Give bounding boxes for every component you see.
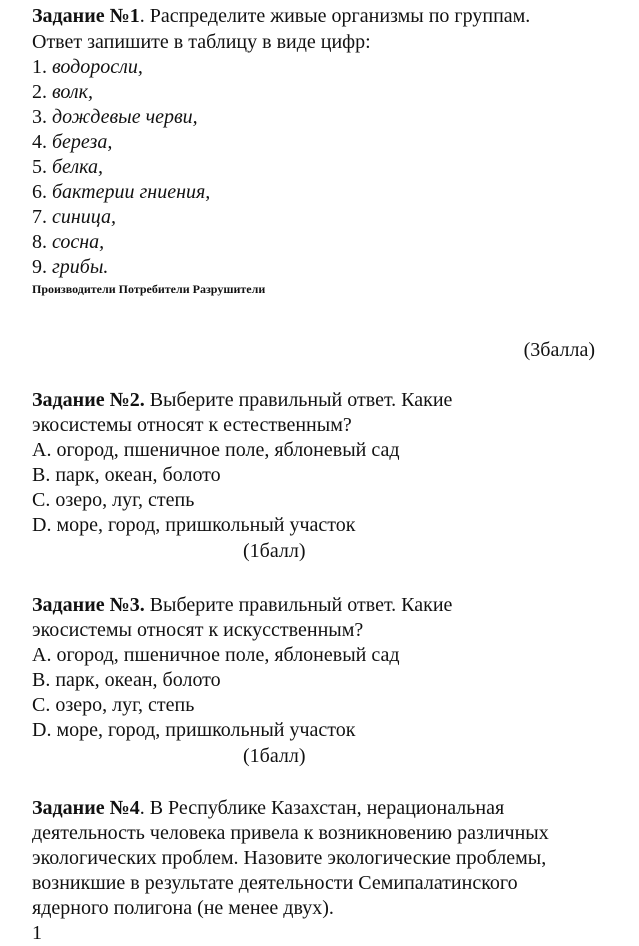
task1-item-text: береза, bbox=[47, 131, 113, 153]
task3-text-line2: экосистемы относят к искусственным? bbox=[32, 619, 364, 641]
task1-item-text: синица, bbox=[47, 206, 117, 228]
task1-item-text: бактерии гниения, bbox=[47, 181, 211, 203]
task4-text-line1: . В Республике Казахстан, нерациональная bbox=[139, 797, 505, 819]
task3-option: C. озеро, луг, степь bbox=[32, 694, 195, 716]
task1-item bbox=[32, 180, 210, 205]
task4-text-line2: деятельность человека привела к возникновению различных bbox=[32, 822, 549, 844]
task1-item-number: 4. bbox=[32, 131, 47, 153]
task4-text-line4: возникшие в результате деятельности Семипалатинского bbox=[32, 872, 518, 894]
task1-score: (3балла) bbox=[523, 339, 595, 361]
task3-option: B. парк, океан, болото bbox=[32, 669, 221, 691]
task2-text-line1: Выберите правильный ответ. Какие bbox=[144, 389, 453, 411]
task1-item-text: дождевые черви, bbox=[47, 106, 198, 128]
task2-score: (1балл) bbox=[243, 540, 306, 562]
task1-item-number: 3. bbox=[32, 106, 47, 128]
task1-item-text: сосна, bbox=[47, 231, 105, 253]
task1-item-number: 9. bbox=[32, 256, 47, 278]
task4-answer-start: 1 bbox=[32, 922, 42, 944]
task1-item-text: грибы. bbox=[47, 256, 109, 278]
task1-item bbox=[32, 55, 143, 80]
task1-item-number: 2. bbox=[32, 81, 47, 103]
task1-item-number: 5. bbox=[32, 156, 47, 178]
task1-table-headers: Производители Потребители Разрушители bbox=[32, 282, 266, 296]
task1-item bbox=[32, 80, 93, 105]
task1-item-text: волк, bbox=[47, 81, 93, 103]
task2-title: Задание №2. bbox=[32, 389, 145, 411]
task1-item bbox=[32, 155, 103, 180]
task3-title: Задание №3. bbox=[32, 594, 145, 616]
task1-item bbox=[32, 205, 116, 230]
task3-option: D. море, город, пришкольный участок bbox=[32, 719, 356, 741]
task2-option: D. море, город, пришкольный участок bbox=[32, 514, 356, 536]
task1-item-text: белка, bbox=[47, 156, 104, 178]
task3-heading-line bbox=[32, 593, 452, 618]
task1-item bbox=[32, 105, 198, 130]
task4-heading-line bbox=[32, 796, 504, 821]
task2-text-line2: экосистемы относят к естественным? bbox=[32, 414, 352, 436]
task1-text-line2: Ответ запишите в таблицу в виде цифр: bbox=[32, 31, 371, 53]
task1-title: Задание №1 bbox=[32, 5, 140, 27]
task1-item-number: 8. bbox=[32, 231, 47, 253]
task1-item bbox=[32, 130, 112, 155]
task4-title: Задание №4 bbox=[32, 797, 140, 819]
task3-score: (1балл) bbox=[243, 745, 306, 767]
task1-heading-line bbox=[32, 4, 530, 29]
task1-text-line1: . Распределите живые организмы по группам. bbox=[139, 5, 531, 27]
task4-text-line3: экологических проблем. Назовите экологические проблемы, bbox=[32, 847, 547, 869]
task2-heading-line bbox=[32, 388, 452, 413]
task3-option: A. огород, пшеничное поле, яблоневый сад bbox=[32, 644, 400, 666]
task3-text-line1: Выберите правильный ответ. Какие bbox=[144, 594, 453, 616]
task1-item-number: 6. bbox=[32, 181, 47, 203]
task1-item-number: 1. bbox=[32, 56, 47, 78]
task1-item-text: водоросли, bbox=[47, 56, 143, 78]
task4-text-line5: ядерного полигона (не менее двух). bbox=[32, 897, 334, 919]
task1-item-number: 7. bbox=[32, 206, 47, 228]
task1-item bbox=[32, 255, 108, 280]
task1-item bbox=[32, 230, 104, 255]
task2-option: A. огород, пшеничное поле, яблоневый сад bbox=[32, 439, 400, 461]
task2-option: C. озеро, луг, степь bbox=[32, 489, 195, 511]
task2-option: B. парк, океан, болото bbox=[32, 464, 221, 486]
